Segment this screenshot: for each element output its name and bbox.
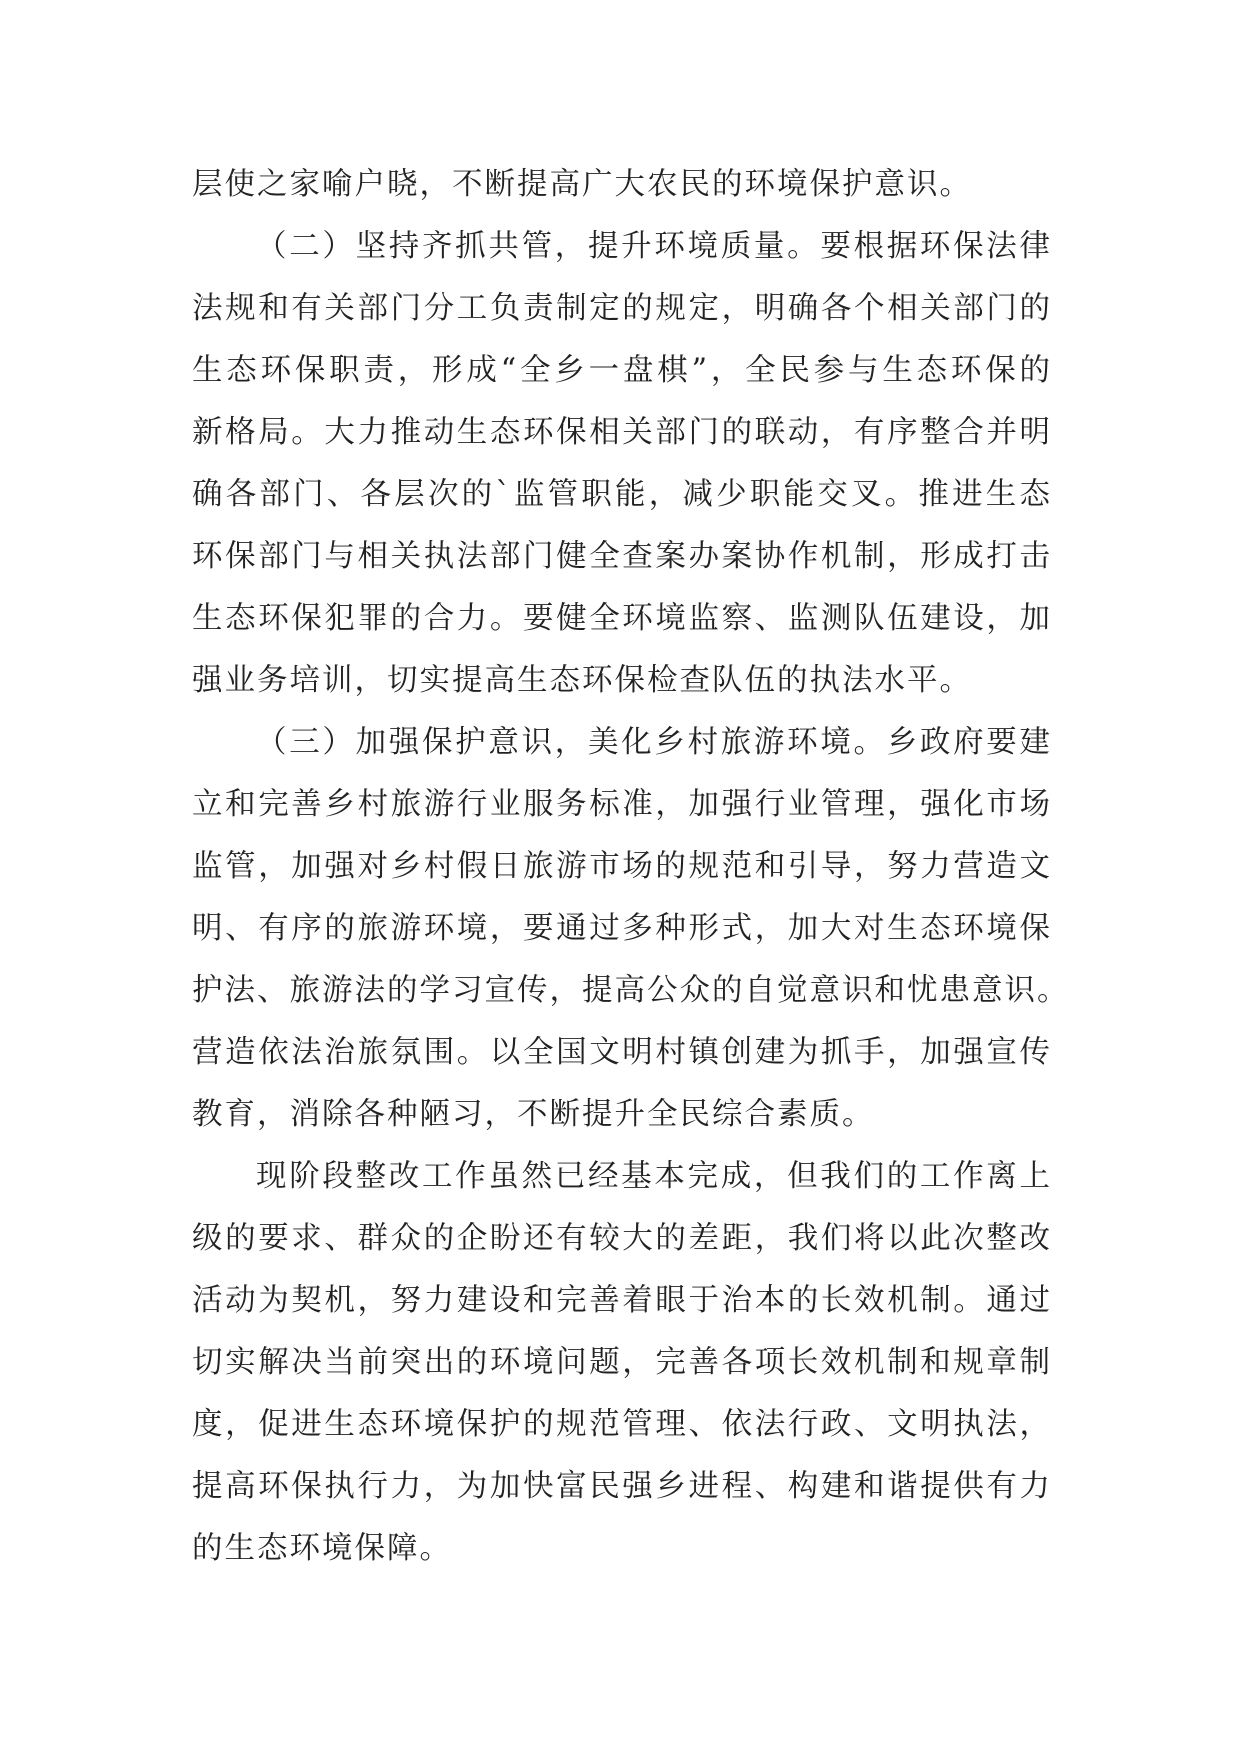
paragraph-section-three [192, 712, 1070, 1146]
text-line: 提高环保执行力，为加快富民强乡进程、构建和谐提供有力 [192, 1469, 1052, 1504]
text-line: 环保部门与相关执法部门健全查案办案协作机制，形成打击 [192, 539, 1052, 574]
text-line: 级的要求、群众的企盼还有较大的差距，我们将以此次整改 [192, 1221, 1052, 1256]
text-line: 护法、旅游法的学习宣传，提高公众的自觉意识和忧患意识。 [192, 973, 1070, 1008]
document-body [192, 154, 1070, 1580]
text-line: 明、有序的旅游环境，要通过多种形式，加大对生态环境保 [192, 911, 1052, 946]
text-line: （三）加强保护意识，美化乡村旅游环境。乡政府要建 [256, 725, 1052, 760]
text-line: 监管，加强对乡村假日旅游市场的规范和引导，努力营造文 [192, 849, 1052, 884]
text-line: 生态环保职责，形成“全乡一盘棋”，全民参与生态环保的 [192, 353, 1052, 388]
text-line: 营造依法治旅氛围。以全国文明村镇创建为抓手，加强宣传 [192, 1035, 1052, 1070]
text-line: 强业务培训，切实提高生态环保检查队伍的执法水平。 [192, 663, 972, 698]
text-line: 现阶段整改工作虽然已经基本完成，但我们的工作离上 [256, 1159, 1052, 1194]
paragraph-section-two [192, 216, 1052, 712]
text-line: 新格局。大力推动生态环保相关部门的联动，有序整合并明 [192, 415, 1052, 450]
text-line: （二）坚持齐抓共管，提升环境质量。要根据环保法律 [256, 229, 1052, 264]
paragraph-conclusion [192, 1146, 1052, 1580]
text-line: 教育，消除各种陋习，不断提升全民综合素质。 [192, 1097, 875, 1132]
text-line: 层使之家喻户晓，不断提高广大农民的环境保护意识。 [192, 167, 972, 202]
text-line: 生态环保犯罪的合力。要健全环境监察、监测队伍建设，加 [192, 601, 1052, 636]
paragraph-continuation [192, 154, 1052, 216]
text-line: 立和完善乡村旅游行业服务标准，加强行业管理，强化市场 [192, 787, 1052, 822]
text-line: 度，促进生态环境保护的规范管理、依法行政、文明执法， [192, 1407, 1052, 1442]
text-line: 的生态环境保障。 [192, 1531, 452, 1566]
text-line: 活动为契机，努力建设和完善着眼于治本的长效机制。通过 [192, 1283, 1052, 1318]
text-line: 法规和有关部门分工负责制定的规定，明确各个相关部门的 [192, 291, 1052, 326]
text-line: 切实解决当前突出的环境问题，完善各项长效机制和规章制 [192, 1345, 1052, 1380]
text-line: 确各部门、各层次的`监管职能，减少职能交叉。推进生态 [192, 477, 1052, 512]
